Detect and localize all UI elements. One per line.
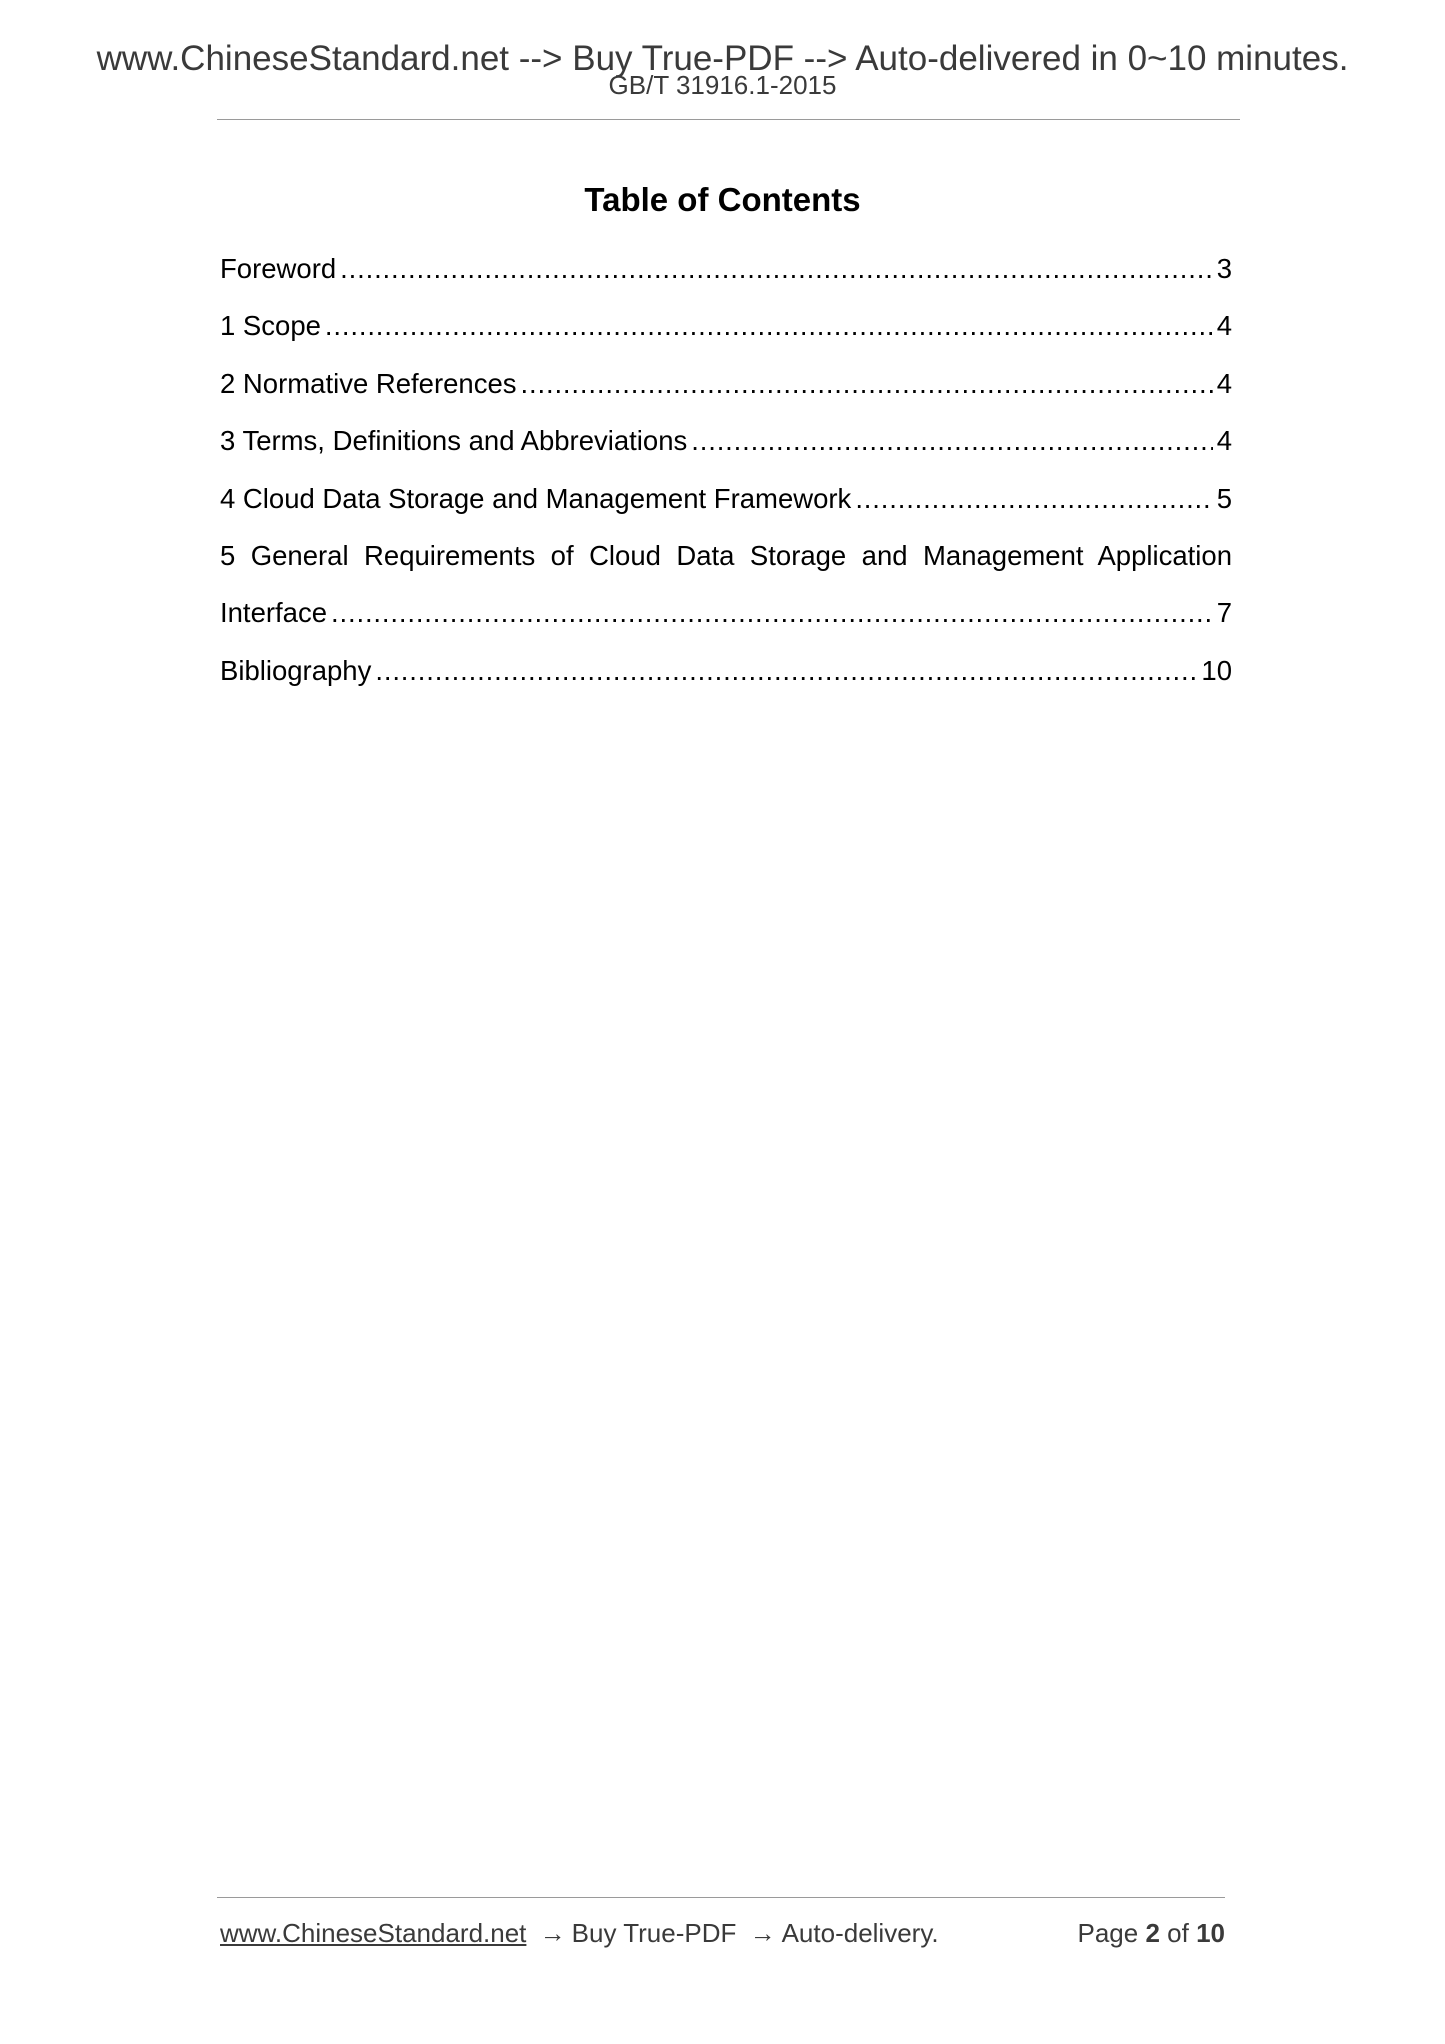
toc-entry-text: 2 Normative References — [220, 367, 517, 399]
table-of-contents — [220, 249, 1232, 708]
toc-entry-page: 3 — [1216, 253, 1232, 284]
toc-entry-general-requirements[interactable] — [220, 536, 1232, 593]
toc-entry-text: 1 Scope — [220, 310, 321, 342]
toc-entry-text: 4 Cloud Data Storage and Management Framework — [220, 482, 852, 514]
toc-entry-terms-definitions[interactable] — [220, 421, 1232, 478]
toc-entry-page: 4 — [1216, 425, 1232, 457]
page-number — [1077, 1915, 1225, 1951]
toc-entry-page: 10 — [1201, 654, 1232, 686]
dot-leader — [691, 421, 1212, 461]
page-footer — [220, 1915, 1225, 1951]
toc-entry-text: 5 General Requirements of Cloud Data Storage and Management Application — [220, 539, 1232, 571]
header-divider — [217, 119, 1240, 120]
footer-divider — [217, 1897, 1225, 1898]
toc-entry-page: 5 — [1216, 482, 1232, 514]
toc-entry-foreword[interactable] — [220, 249, 1232, 306]
footer-delivery-text: Auto-delivery. — [781, 1918, 939, 1948]
toc-entry-scope[interactable] — [220, 306, 1232, 363]
site-link[interactable]: www.ChineseStandard.net — [220, 1918, 527, 1948]
page-current: 2 — [1145, 1918, 1160, 1948]
dot-leader — [855, 479, 1212, 519]
dot-leader — [375, 651, 1197, 691]
toc-entry-page: 7 — [1216, 597, 1232, 629]
toc-entry-bibliography[interactable] — [220, 651, 1232, 708]
toc-title: Table of Contents — [584, 181, 861, 218]
dot-leader — [331, 593, 1213, 633]
toc-entry-text: Bibliography — [220, 654, 372, 686]
toc-entry-normative-references[interactable] — [220, 364, 1232, 421]
toc-entry-framework[interactable] — [220, 479, 1232, 536]
dot-leader — [521, 364, 1213, 404]
toc-entry-text: 3 Terms, Definitions and Abbreviations — [220, 425, 688, 457]
toc-entry-page: 4 — [1216, 310, 1232, 342]
toc-entry-text: Foreword — [220, 253, 337, 284]
page-of: of — [1167, 1918, 1189, 1948]
toc-entry-page: 4 — [1216, 367, 1232, 399]
page-total: 10 — [1196, 1918, 1225, 1948]
document-code: GB/T 31916.1-2015 — [608, 70, 837, 100]
dot-leader — [340, 249, 1213, 289]
arrow-right-icon: → — [539, 1918, 566, 1948]
page-label: Page — [1077, 1918, 1139, 1948]
footer-buy-text: Buy True-PDF — [571, 1918, 737, 1948]
arrow-right-icon: → — [749, 1918, 776, 1948]
toc-entry-interface[interactable] — [220, 593, 1232, 650]
dot-leader — [325, 306, 1213, 346]
toc-entry-text: Interface — [220, 597, 328, 629]
site-banner: www.ChineseStandard.net --> Buy True-PDF --> Auto-delivered in 0~10 minutes. — [96, 39, 1349, 78]
